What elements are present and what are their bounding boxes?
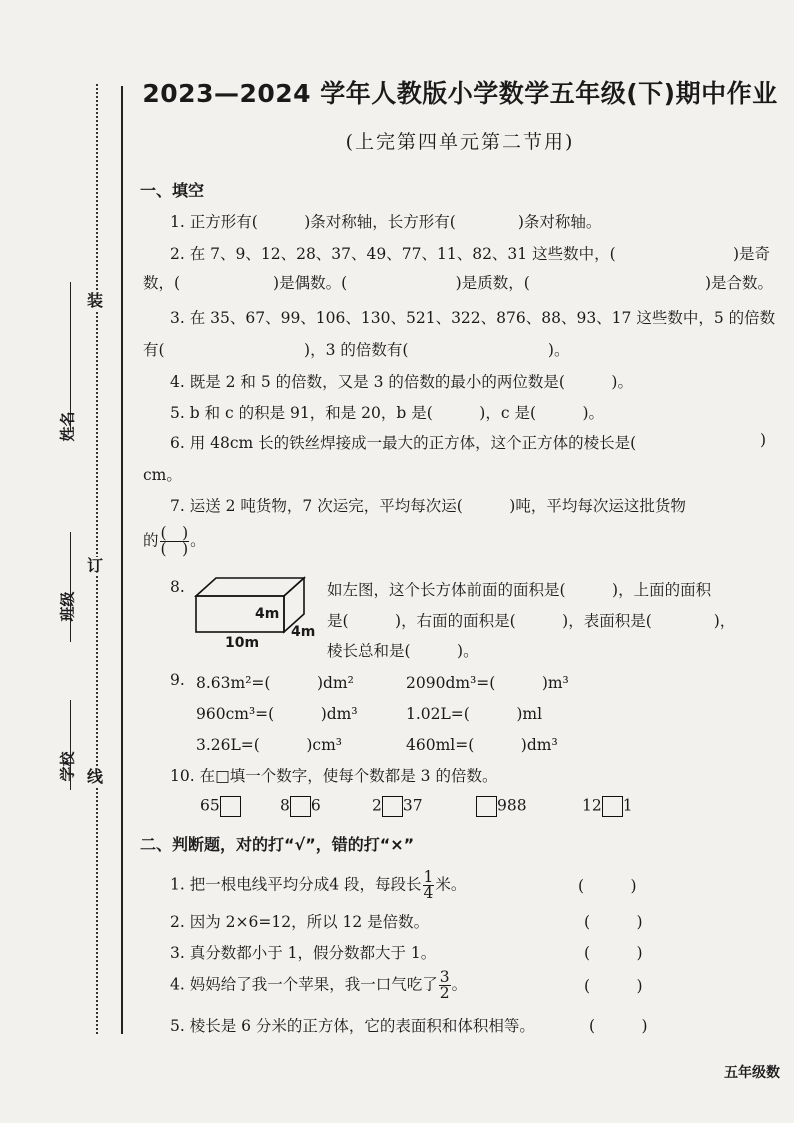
judge-item-text: 1. 把一根电线平均分成4 段，每段长 <box>170 875 422 894</box>
fraction-denominator: 2 <box>439 984 450 1002</box>
q10-digits-before: 65 <box>200 796 220 815</box>
question-8-number: 8. <box>170 578 185 596</box>
question-6-line2: cm。 <box>143 466 182 484</box>
question-7-line1[interactable]: 7. 运送 2 吨货物，7 次运完，平均每次运( )吨，平均每次运这批货物 <box>170 497 686 515</box>
question-2-line1-end: )是奇 <box>733 245 771 263</box>
question-7-fraction[interactable] <box>160 526 190 557</box>
q9-conversion[interactable]: 3.26L=( )cm³ <box>196 736 342 754</box>
judge-answer-paren-5[interactable]: ( ) <box>589 1017 648 1035</box>
question-6-line1-end: ) <box>760 431 767 449</box>
fraction <box>439 970 451 1001</box>
q10-blank-box[interactable] <box>220 796 241 817</box>
q10-item <box>582 796 633 817</box>
judge-item-1 <box>170 870 466 901</box>
question-2-line2[interactable]: 数，( )是偶数。( )是质数，( <box>143 274 530 292</box>
q10-item <box>476 796 527 817</box>
section2-heading: 二、判断题，对的打“√”，错的打“×” <box>140 835 415 854</box>
binding-solid-line <box>121 86 123 1034</box>
question-2-line2-end: )是合数。 <box>705 274 774 292</box>
question-9-number: 9. <box>170 671 185 689</box>
judge-item-3: 3. 真分数都小于 1，假分数都大于 1。 <box>170 944 437 962</box>
question-2-line1[interactable]: 2. 在 7、9、12、28、37、49、77、11、82、31 这些数中，( <box>170 245 616 263</box>
fraction-numerator: 1 <box>423 868 434 886</box>
page-subtitle: (上完第四单元第二节用) <box>345 131 575 153</box>
judge-item-text: 4. 妈妈给了我一个苹果，我一口气吃了 <box>170 975 438 994</box>
question-10: 10. 在□填一个数字，使每个数都是 3 的倍数。 <box>170 767 498 785</box>
question-3-line1: 3. 在 35、67、99、106、130、521、322、876、88、93、17 这些数中，5 的倍数 <box>170 309 776 327</box>
binding-word-xian: 线 <box>87 767 104 786</box>
q10-blank-box[interactable] <box>382 796 403 817</box>
name-label: 姓名 <box>58 411 77 442</box>
question-8-line3[interactable]: 棱长总和是( )。 <box>327 642 479 660</box>
question-8-line2[interactable]: 是( )，右面的面积是( )，表面积是( )， <box>327 612 736 630</box>
q10-digits-after: 37 <box>402 796 423 815</box>
question-5[interactable]: 5. b 和 c 的积是 91，和是 20，b 是( )，c 是( )。 <box>170 404 605 422</box>
fraction-numerator: 3 <box>439 968 450 986</box>
q10-digits-before: 12 <box>582 796 602 815</box>
binding-word-zhuang: 装 <box>87 291 104 310</box>
judge-answer-paren-4[interactable]: ( ) <box>584 977 643 995</box>
cuboid-height-label: 4m <box>255 606 280 622</box>
section1-heading: 一、填空 <box>140 181 205 200</box>
question-7-line2[interactable] <box>143 526 206 557</box>
question-8-line1[interactable]: 如左图，这个长方体前面的面积是( )，上面的面积 <box>327 581 712 599</box>
binding-word-ding: 订 <box>87 556 104 575</box>
q10-digits-after: 6 <box>310 796 321 815</box>
question-3-line2[interactable]: 有( )，3 的倍数有( )。 <box>143 341 570 359</box>
q10-digits-before: 8 <box>280 796 290 815</box>
q10-item <box>372 796 423 817</box>
q9-conversion[interactable]: 460ml=( )dm³ <box>406 736 558 754</box>
q9-conversion[interactable]: 8.63m²=( )dm² <box>196 674 354 692</box>
judge-item-4 <box>170 970 467 1001</box>
q10-item <box>200 796 241 817</box>
cuboid-width-label: 4m <box>291 624 316 640</box>
q9-conversion[interactable]: 960cm³=( )dm³ <box>196 705 358 723</box>
q9-conversion[interactable]: 1.02L=( )ml <box>406 705 543 723</box>
name-write-line[interactable] <box>70 282 71 432</box>
fraction-denominator: 4 <box>423 884 434 902</box>
judge-answer-paren-2[interactable]: ( ) <box>584 913 643 931</box>
q10-digits-after: 988 <box>497 796 527 815</box>
judge-answer-paren-3[interactable]: ( ) <box>584 944 643 962</box>
class-label: 班级 <box>58 591 77 622</box>
q10-digits-after: 1 <box>622 796 633 815</box>
q10-digits-before: 2 <box>372 796 382 815</box>
question-6-line1[interactable]: 6. 用 48cm 长的铁丝焊接成一最大的正方体，这个正方体的棱长是( <box>170 434 637 452</box>
school-label: 学校 <box>58 751 77 782</box>
class-write-line[interactable] <box>70 532 71 642</box>
judge-answer-paren-1[interactable]: ( ) <box>578 877 637 895</box>
judge-item-text-end: 。 <box>451 975 468 994</box>
q10-blank-box[interactable] <box>602 796 623 817</box>
cuboid-length-label: 10m <box>225 635 260 651</box>
fraction <box>423 870 435 901</box>
q10-blank-box[interactable] <box>476 796 497 817</box>
judge-item-2: 2. 因为 2×6=12，所以 12 是倍数。 <box>170 913 430 931</box>
question-4[interactable]: 4. 既是 2 和 5 的倍数，又是 3 的倍数的最小的两位数是( )。 <box>170 373 633 391</box>
q10-item <box>280 796 321 817</box>
q9-conversion[interactable]: 2090dm³=( )m³ <box>406 674 569 692</box>
question-1[interactable]: 1. 正方形有( )条对称轴，长方形有( )条对称轴。 <box>170 213 602 231</box>
judge-item-5: 5. 棱长是 6 分米的正方体，它的表面积和体积相等。 <box>170 1017 535 1035</box>
page-footer: 五年级数 <box>724 1065 780 1081</box>
fraction-numerator: ( ) <box>160 524 189 542</box>
question-7-post: 。 <box>190 531 206 550</box>
page-title: 2023—2024 学年人教版小学数学五年级(下)期中作业 <box>142 79 778 108</box>
judge-item-text-end: 米。 <box>435 875 467 894</box>
question-7-pre: 的 <box>143 531 159 550</box>
fraction-denominator: ( ) <box>160 540 189 558</box>
q10-blank-box[interactable] <box>290 796 311 817</box>
